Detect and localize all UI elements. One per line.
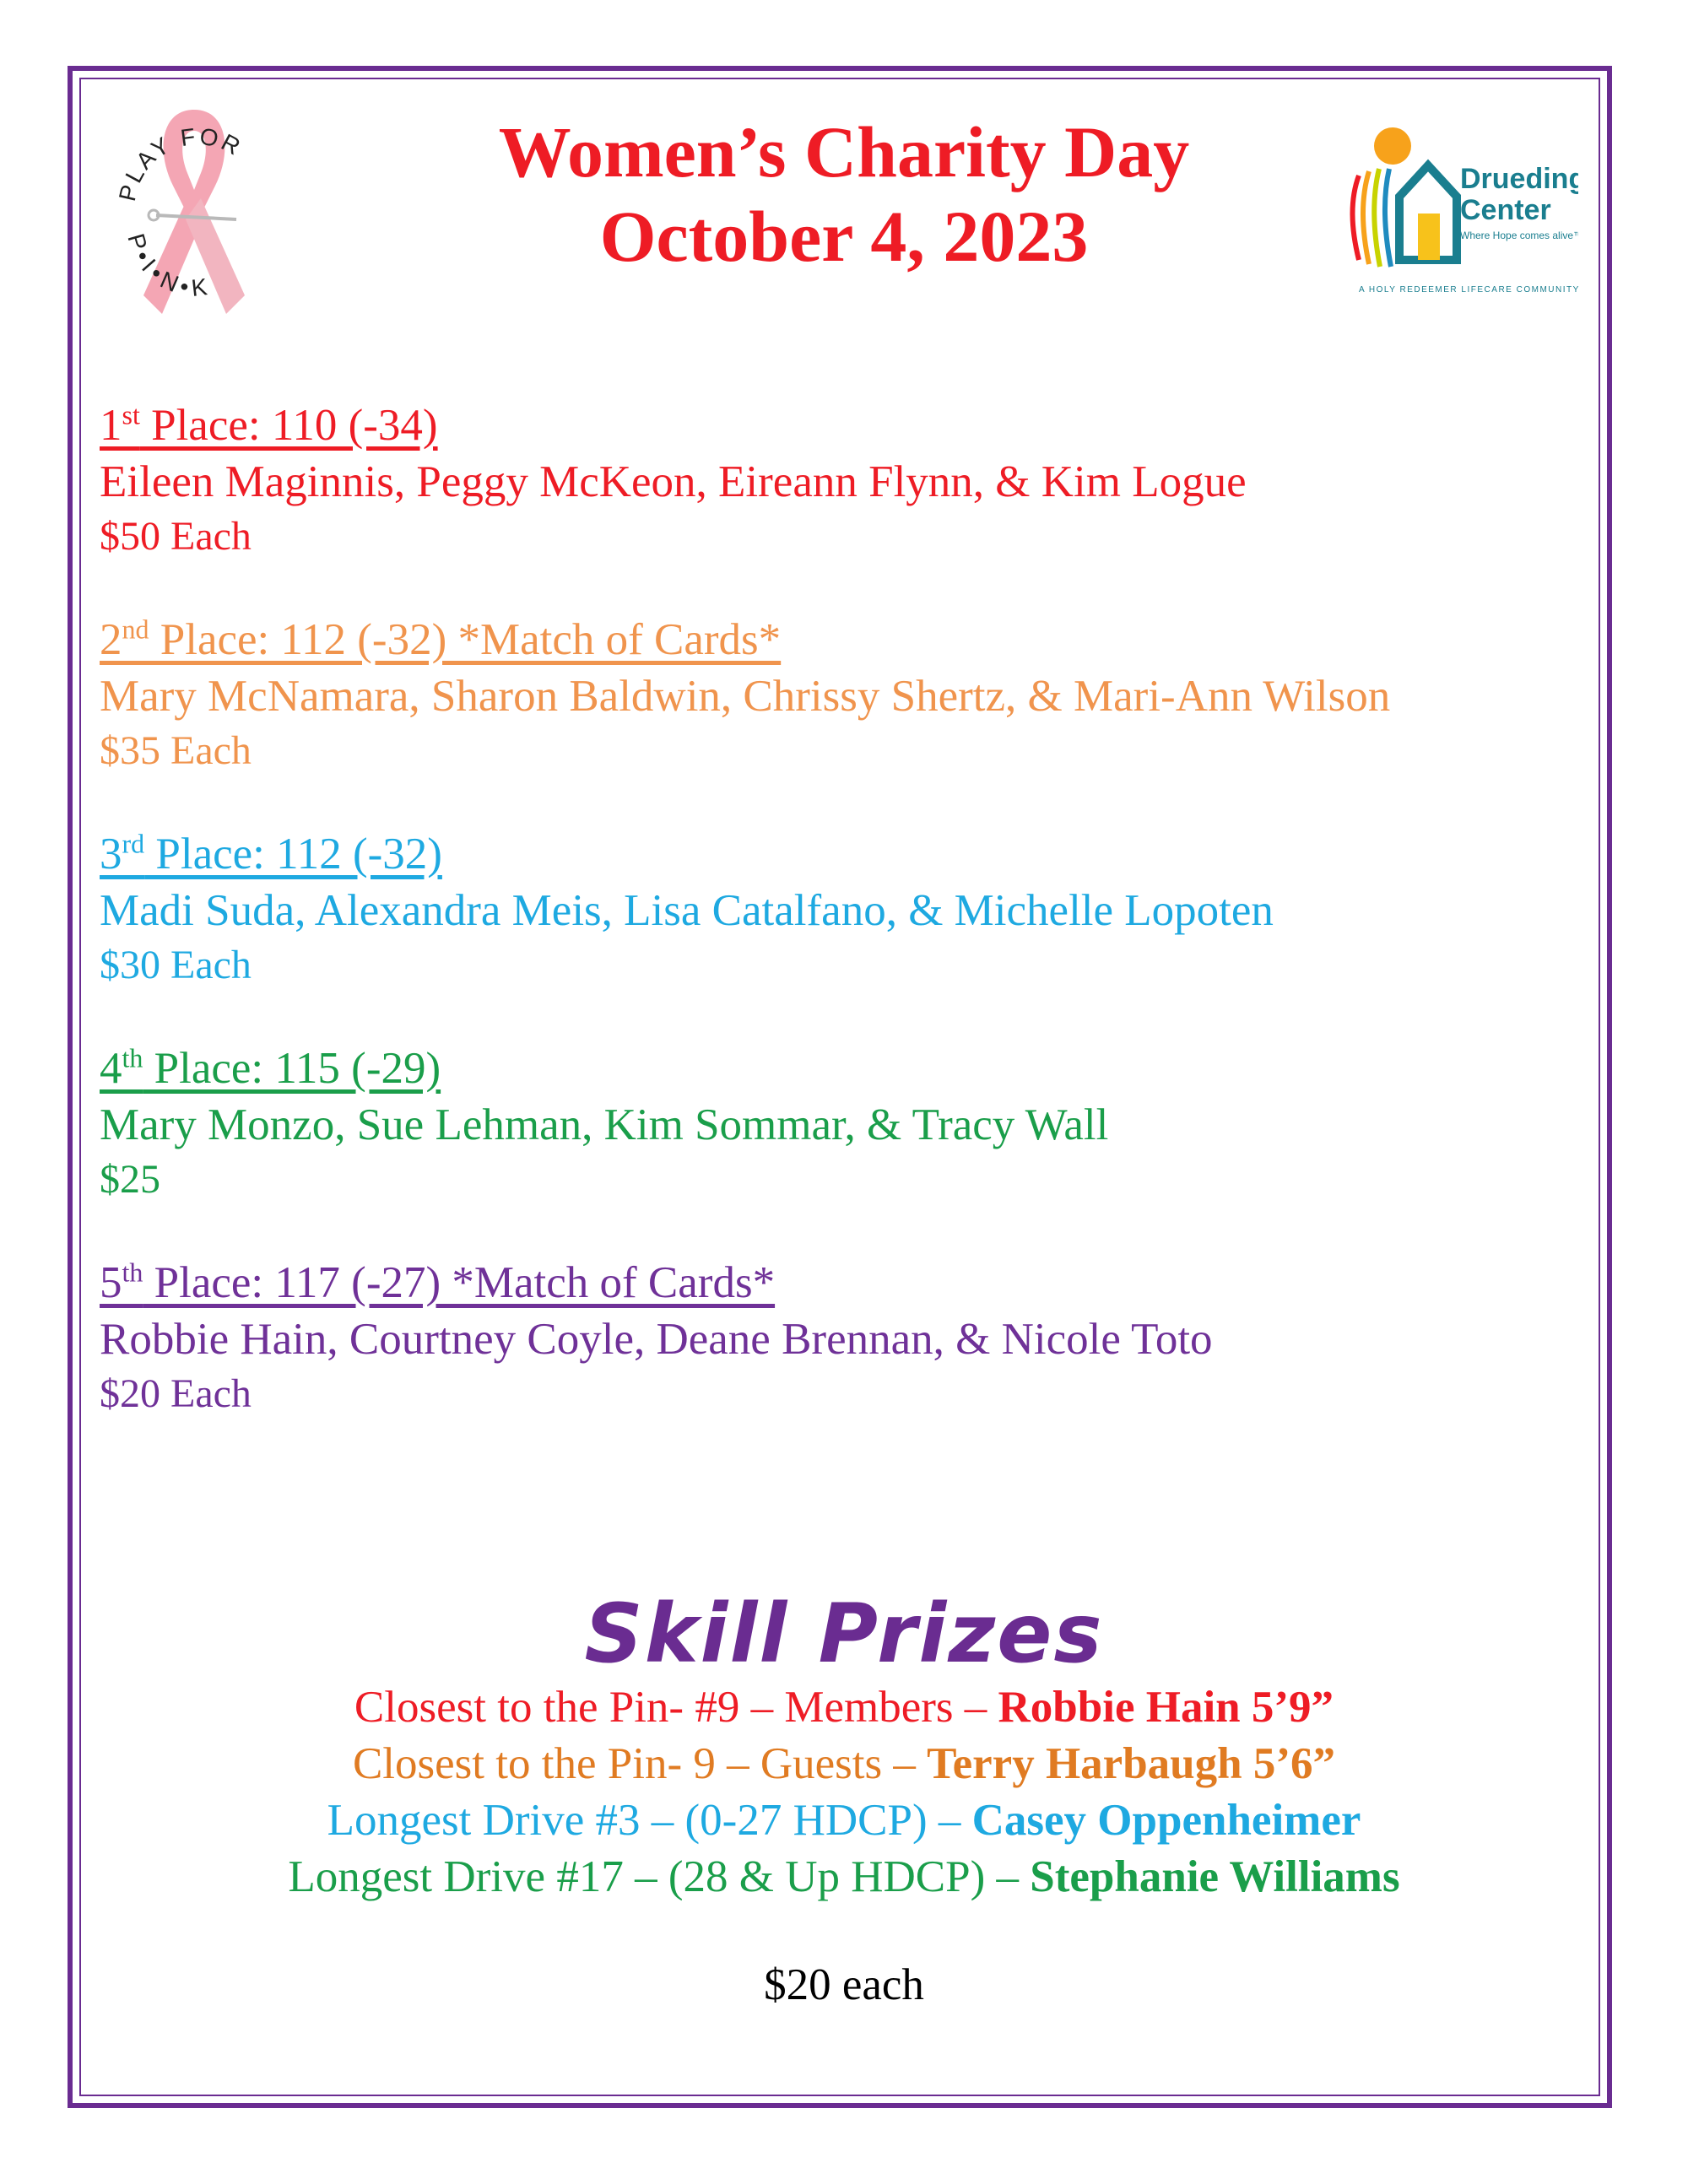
title-line-1: Women’s Charity Day (498, 111, 1190, 192)
skill-winner: Terry Harbaugh 5’6” (927, 1739, 1336, 1788)
place-heading: 1st Place: 110 (-34) (100, 399, 438, 450)
prize-amount: $25 (100, 1157, 160, 1202)
place-4 (100, 1040, 1585, 1207)
skill-prize-item: Longest Drive #17 – (28 & Up HDCP) – Stephanie Williams (288, 1852, 1400, 1901)
drueding-house-icon (1334, 116, 1578, 302)
place-1 (100, 397, 1585, 564)
prize-amount: $20 Each (100, 1371, 252, 1416)
prize-amount: $50 Each (100, 514, 252, 559)
skill-prizes-list (84, 1679, 1604, 1906)
skill-prize-amount: $20 each (764, 1960, 924, 2009)
logo-name-line-2: Center (1460, 194, 1551, 226)
logo-text-top: PLAY FOR (113, 122, 247, 204)
prize-amount: $30 Each (100, 943, 252, 987)
pink-ribbon-icon (110, 93, 279, 329)
place-heading: 2nd Place: 112 (-32) *Match of Cards* (100, 614, 782, 664)
place-5 (100, 1254, 1585, 1421)
skill-winner: Stephanie Williams (1030, 1852, 1400, 1901)
prize-amount: $35 Each (100, 728, 252, 773)
drueding-center-logo (1334, 116, 1578, 302)
team-names: Madi Suda, Alexandra Meis, Lisa Catalfano, & Michelle Lopoten (100, 886, 1274, 935)
skill-winner: Robbie Hain 5’9” (998, 1683, 1334, 1732)
team-names: Robbie Hain, Courtney Coyle, Deane Brennan, & Nicole Toto (100, 1315, 1213, 1364)
skill-prize-item: Closest to the Pin- #9 – Members – Robbie Hain 5’9” (354, 1683, 1334, 1732)
place-heading: 4th Place: 115 (-29) (100, 1042, 441, 1093)
logo-name-line-1: Drueding (1460, 163, 1578, 195)
skill-prize-item: Longest Drive #3 – (0-27 HDCP) – Casey Oppenheimer (327, 1796, 1361, 1845)
place-heading: 3rd Place: 112 (-32) (100, 828, 442, 878)
logo-subline: A HOLY REDEEMER LIFECARE COMMUNITY (1359, 285, 1578, 295)
skill-prize-item: Closest to the Pin- 9 – Guests – Terry Harbaugh 5’6” (352, 1739, 1336, 1788)
team-names: Mary Monzo, Sue Lehman, Kim Sommar, & Tracy Wall (100, 1100, 1109, 1149)
logo-text-bottom: P•I•N•K (122, 230, 214, 301)
team-names: Eileen Maginnis, Peggy McKeon, Eireann Flynn, & Kim Logue (100, 457, 1247, 506)
results-list (100, 397, 1585, 1468)
skill-prizes-title: Skill Prizes (584, 1587, 1104, 1681)
title-line-2: October 4, 2023 (599, 196, 1089, 277)
play-for-pink-logo (110, 93, 279, 329)
place-heading: 5th Place: 117 (-27) *Match of Cards* (100, 1257, 776, 1307)
place-2 (100, 611, 1585, 778)
logo-tagline: Where Hope comes alive™ (1460, 230, 1578, 241)
skill-winner: Casey Oppenheimer (971, 1796, 1361, 1845)
page-title (422, 110, 1266, 278)
place-3 (100, 825, 1585, 992)
team-names: Mary McNamara, Sharon Baldwin, Chrissy Shertz, & Mari-Ann Wilson (100, 672, 1391, 721)
